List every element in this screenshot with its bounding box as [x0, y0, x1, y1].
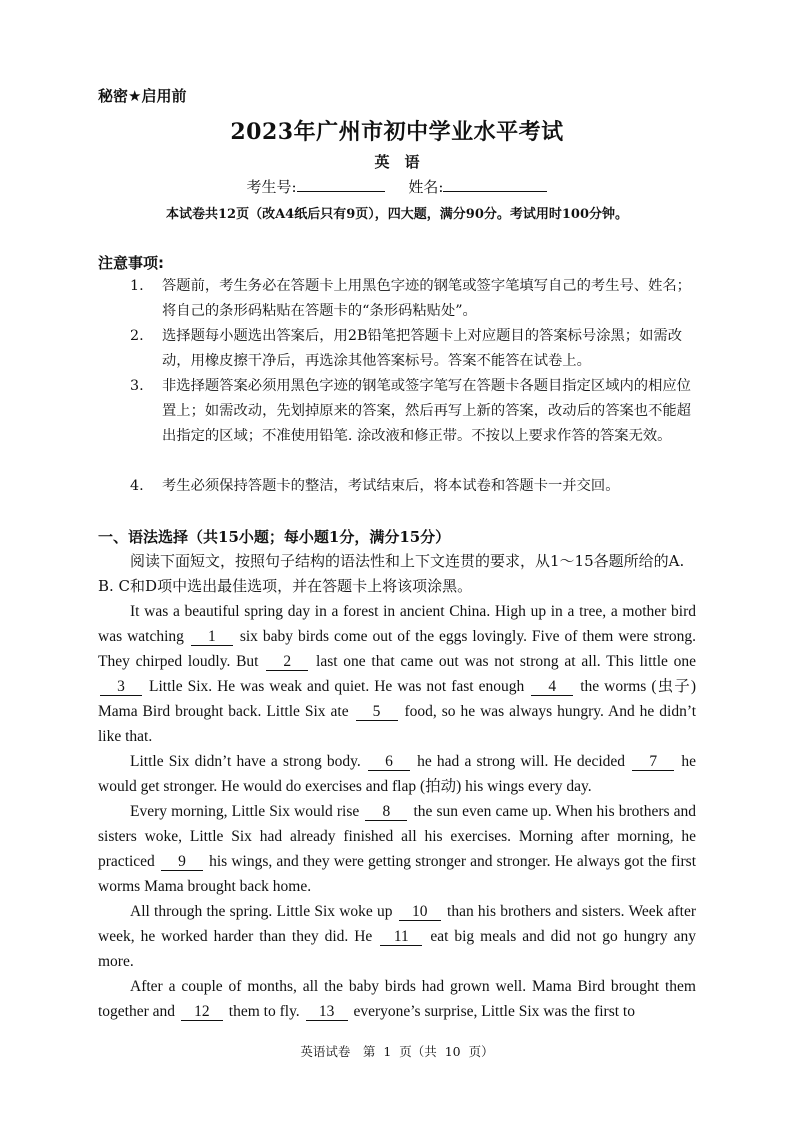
passage-paragraph-3 [98, 799, 696, 899]
note-number: 4. [130, 478, 144, 494]
passage-text: food, so he was always hungry. And he didn’t like that. [98, 703, 697, 745]
passage-text: the worms (虫子) Mama Bird brought back. Little Six ate [98, 678, 697, 720]
passage-text: After a couple of months, all the baby birds had grown well. Mama Bird brought them together and [98, 978, 696, 1020]
blank-12[interactable]: 12 [181, 1004, 223, 1021]
notes-heading: 注意事项: [98, 254, 164, 272]
blank-3[interactable]: 3 [100, 679, 142, 696]
subject-label: 英 语 [374, 153, 420, 171]
blank-2[interactable]: 2 [266, 654, 308, 671]
blank-5[interactable]: 5 [356, 704, 398, 721]
candidate-info-row [0, 176, 794, 197]
section-instruction: 阅读下面短文，按照句子结构的语法性和上下文连贯的要求，从1～15各题所给的A. B. C和D项中选出最佳选项，并在答题卡上将该项涂黑。 [98, 552, 685, 595]
blank-11[interactable]: 11 [380, 929, 422, 946]
passage-text: It was a beautiful spring day in a forest in ancient China. High up in a tree, a mother bird was watching [98, 603, 696, 645]
blank-6[interactable]: 6 [368, 754, 410, 771]
passage-text: All through the spring. Little Six woke up [130, 903, 393, 920]
note-item [130, 274, 698, 324]
passage-paragraph-5 [98, 974, 696, 1024]
blank-9[interactable]: 9 [161, 854, 203, 871]
passage-text: eat big meals and did not go hungry any more. [98, 928, 697, 970]
page-footer: 英语试卷 第 1 页（共 10 页） [300, 1044, 494, 1059]
passage-text: last one that came out was not strong at all. This little one [316, 653, 697, 670]
blank-13[interactable]: 13 [306, 1004, 348, 1021]
note-text: 考生必须保持答题卡的整洁，考试结束后，将本试卷和答题卡一并交回。 [162, 478, 620, 494]
note-number: 1. [130, 278, 144, 294]
section-heading: 一、语法选择（共15小题；每小题1分，满分15分） [98, 528, 451, 546]
candidate-number-label: 考生号: [246, 178, 297, 196]
note-text: 选择题每小题选出答案后，用2B铅笔把答题卡上对应题目的答案标号涂黑；如需改动，用橡皮擦干净后，再选涂其他答案标号。答案不能答在试卷上。 [162, 328, 682, 369]
note-number: 3. [130, 378, 144, 394]
blank-1[interactable]: 1 [191, 629, 233, 646]
blank-8[interactable]: 8 [365, 804, 407, 821]
passage-text: than his brothers and sisters. Week after week, he worked harder than they did. He [98, 903, 696, 945]
blank-7[interactable]: 7 [632, 754, 674, 771]
passage-text: he had a strong will. He decided [417, 753, 626, 770]
passage-text: he would get stronger. He would do exercises and flap (拍动) his wings every day. [98, 753, 696, 795]
note-text: 答题前，考生务必在答题卡上用黑色字迹的钢笔或签字笔填写自己的考生号、姓名；将自己的条形码粘贴在答题卡的“条形码粘贴处”。 [162, 278, 691, 319]
passage-text: Every morning, Little Six would rise [130, 803, 360, 820]
name-field[interactable] [443, 177, 547, 192]
confidential-label: 秘密★启用前 [98, 87, 187, 105]
passage-text: everyone’s surprise, Little Six was the first to [353, 1003, 635, 1020]
blank-4[interactable]: 4 [531, 679, 573, 696]
passage-text: Little Six didn’t have a strong body. [130, 753, 361, 770]
candidate-number-field[interactable] [297, 177, 385, 192]
passage-paragraph-4 [98, 899, 696, 974]
note-number: 2. [130, 328, 144, 344]
passage-paragraph-2 [98, 749, 696, 799]
name-label: 姓名: [408, 178, 444, 196]
exam-info: 本试卷共12页（改A4纸后只有9页），四大题，满分90分。考试用时100分钟。 [166, 207, 628, 222]
passage-text: them to fly. [228, 1003, 300, 1020]
passage-text: six baby birds come out of the eggs lovingly. Five of them were strong. They chirped loudly. But [98, 628, 696, 670]
passage-paragraph-1 [98, 599, 696, 749]
exam-title: 2023年广州市初中学业水平考试 [230, 119, 564, 145]
note-text: 非选择题答案必须用黑色字迹的钢笔或签字笔写在答题卡各题目指定区域内的相应位置上；如需改动，先划掉原来的答案，然后再写上新的答案，改动后的答案也不能超出指定的区域；不准使用铅笔. 涂改液和修正带。不按以上要求作答的答案无效。 [162, 378, 691, 444]
note-item [130, 324, 698, 374]
passage-text: Little Six. He was weak and quiet. He was not fast enough [149, 678, 525, 695]
note-item [130, 374, 698, 449]
note-item [130, 474, 698, 499]
passage-text: the sun even came up. When his brothers and sisters woke, Little Six had already finished all his exercises. Morning after morning, he practiced [98, 803, 696, 870]
blank-10[interactable]: 10 [399, 904, 441, 921]
passage-text: his wings, and they were getting stronger and stronger. He always got the first worms Mama brought back home. [98, 853, 697, 895]
